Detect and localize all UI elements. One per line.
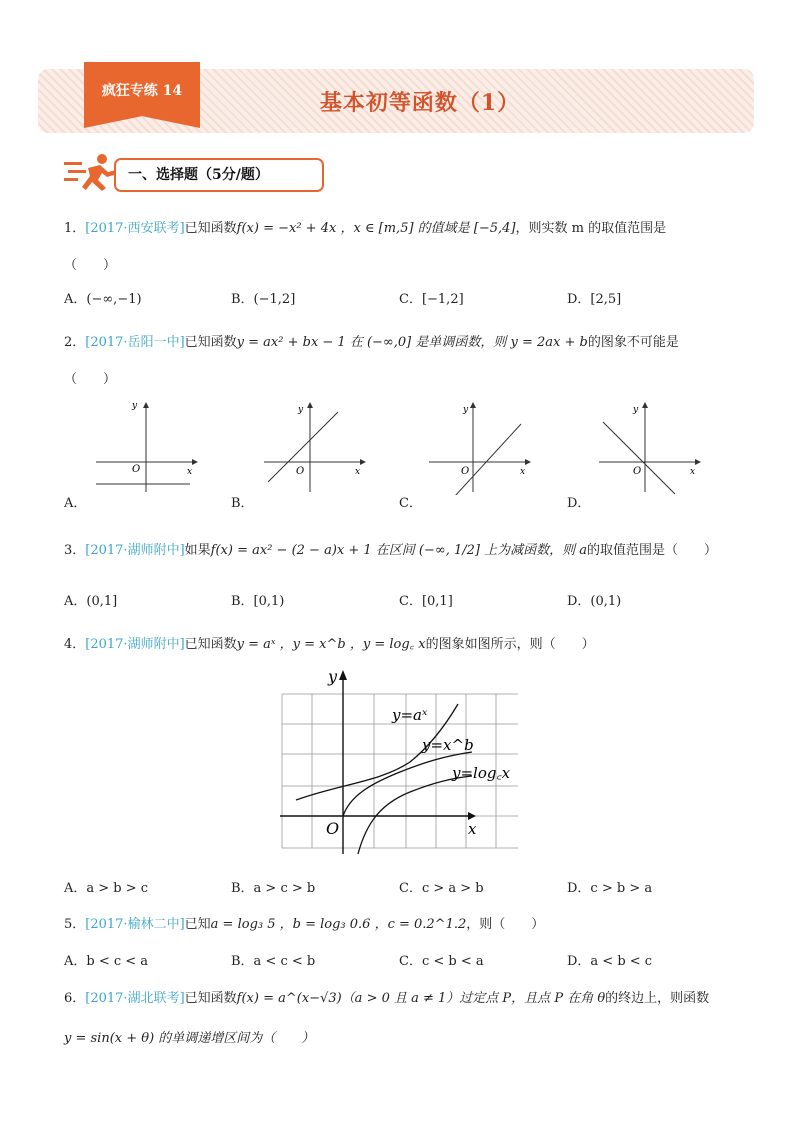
origin-label: O	[326, 819, 340, 838]
q-source: [2017·岳阳一中]	[85, 335, 185, 350]
axis-y-label: y	[328, 667, 338, 686]
q-number: 1．	[64, 221, 86, 236]
curve-label-log: y=log꜀x	[452, 764, 511, 782]
q5-option-a[interactable]: A．b < c < a	[64, 954, 149, 969]
axis-x-label: x	[468, 820, 477, 838]
q3-option-a[interactable]: A．(0,1]	[64, 594, 118, 609]
q1-option-c[interactable]: C．[−1,2]	[399, 292, 464, 307]
axis-x-label: x	[187, 467, 193, 477]
q2-graph-c	[425, 400, 535, 495]
q-number: 4．	[64, 637, 86, 652]
axis-x-label: x	[520, 467, 526, 477]
q-text: 已知函数	[184, 221, 237, 236]
q1-option-a[interactable]: A．(−∞,−1)	[64, 292, 142, 307]
q2-option-d[interactable]: D．	[567, 496, 591, 511]
q-number: 5．	[64, 917, 86, 932]
axis-y-label: y	[132, 401, 138, 411]
q3-option-c[interactable]: C．[0,1]	[399, 594, 453, 609]
q3-option-d[interactable]: D．(0,1)	[567, 594, 622, 609]
q1-paren: （ ）	[64, 258, 117, 273]
q-source: [2017·西安联考]	[85, 221, 185, 236]
q4-option-d[interactable]: D．c > b > a	[567, 881, 653, 896]
q2-option-a[interactable]: A．	[64, 496, 87, 511]
q-text: 已知函数	[184, 335, 237, 350]
q-source: [2017·湖师附中]	[85, 637, 185, 652]
q-source: [2017·湖师附中]	[85, 543, 185, 558]
q3-option-b[interactable]: B．[0,1)	[231, 594, 285, 609]
q-number: 2．	[64, 335, 86, 350]
question-5	[64, 913, 544, 932]
q-source: [2017·榆林二中]	[85, 917, 185, 932]
q4-option-c[interactable]: C．c > a > b	[399, 881, 484, 896]
q-math: f(x) = ax² − (2 − a)x + 1 在区间 (−∞, 1/2] 上为减函数，则 a	[210, 543, 587, 558]
axis-y-label: y	[633, 405, 639, 415]
header-badge: 疯狂专练 14	[101, 83, 183, 99]
q2-option-b[interactable]: B．	[231, 496, 254, 511]
question-6	[64, 987, 709, 1006]
axis-y-label: y	[463, 405, 469, 415]
q-source: [2017·湖北联考]	[85, 991, 185, 1006]
q4-graph	[280, 664, 520, 856]
axis-x-label: x	[355, 467, 361, 477]
q4-option-b[interactable]: B．a > c > b	[231, 881, 316, 896]
curve-label-power: y=x^b	[422, 736, 474, 754]
origin-label: O	[132, 464, 141, 475]
curve-label-exp: y=aˣ	[392, 706, 428, 724]
origin-label: O	[296, 466, 305, 477]
q5-option-b[interactable]: B．a < c < b	[231, 954, 316, 969]
q-text: 如果	[184, 543, 211, 558]
q2-option-c[interactable]: C．	[399, 496, 422, 511]
axis-x-label: x	[690, 467, 696, 477]
q-number: 3．	[64, 543, 86, 558]
question-6-line2: y = sin(x + θ) 的单调递增区间为（ ）	[64, 1031, 315, 1046]
q-math: a = log₃ 5 ，b = log₃ 0.6 ，c = 0.2^1.2	[210, 917, 467, 932]
q1-option-d[interactable]: D．[2,5]	[567, 292, 622, 307]
page-title: 基本初等函数（1）	[319, 90, 521, 116]
q2-graph-b	[260, 400, 370, 495]
q-text: ，则（ ）	[466, 917, 545, 932]
q-number: 6．	[64, 991, 86, 1006]
q5-option-d[interactable]: D．a < b < c	[567, 954, 653, 969]
question-2	[64, 331, 679, 350]
origin-label: O	[633, 466, 642, 477]
q5-option-c[interactable]: C．c < b < a	[399, 954, 484, 969]
q-text: 的终边上，则函数	[605, 991, 710, 1006]
question-4	[64, 633, 595, 652]
q-text: 的图象如图所示，则（ ）	[425, 637, 595, 652]
axis-y-label: y	[298, 405, 304, 415]
q-text: 已知	[184, 917, 211, 932]
q-math: f(x) = −x² + 4x ，x ∈ [m,5] 的值域是 [−5,4]	[236, 221, 516, 236]
q-text: ，则实数 m 的取值范围是	[515, 221, 667, 236]
q2-graph-d	[595, 400, 705, 495]
question-3	[64, 539, 717, 558]
q4-option-a[interactable]: A．a > b > c	[64, 881, 149, 896]
q1-option-b[interactable]: B．(−1,2]	[231, 292, 296, 307]
q-math: f(x) = a^(x−√3)（a > 0 且 a ≠ 1）过定点 P，且点 P 在角 θ	[236, 991, 606, 1006]
q-text: 已知函数	[184, 991, 237, 1006]
q-text: 的取值范围是（ ）	[586, 543, 717, 558]
origin-label: O	[461, 466, 470, 477]
q-text: 已知函数	[184, 637, 237, 652]
q2-paren: （ ）	[64, 372, 117, 387]
q-math: y = aˣ ，y = x^b ，y = log꜀ x	[236, 637, 426, 652]
q-math: y = ax² + bx − 1 在 (−∞,0] 是单调函数，则 y = 2ax + b	[236, 335, 588, 350]
section-title: 一、选择题（5分/题）	[128, 167, 269, 183]
q-text: 的图象不可能是	[587, 335, 679, 350]
question-1	[64, 217, 666, 236]
q2-graph-a	[92, 400, 202, 495]
runner-icon	[64, 152, 120, 192]
